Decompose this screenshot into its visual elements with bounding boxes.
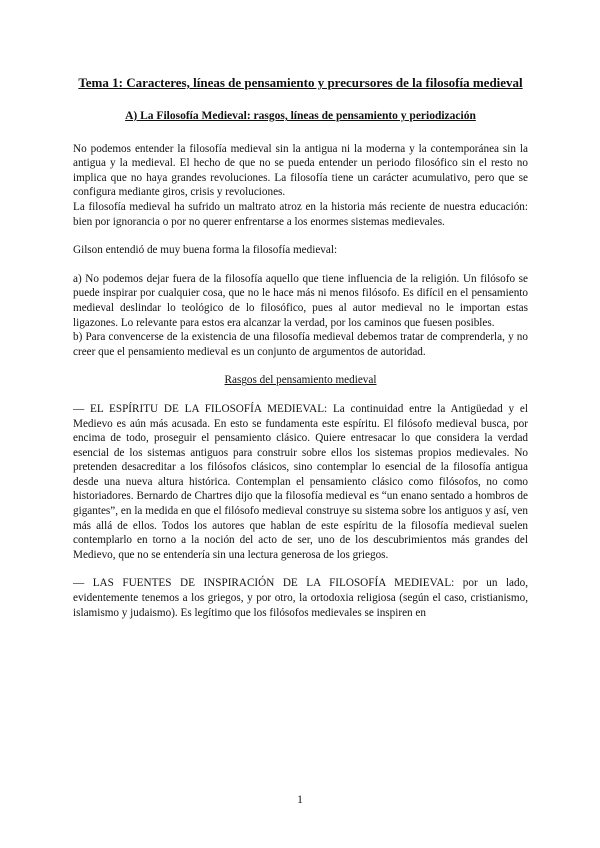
document-title: Tema 1: Caracteres, líneas de pensamiento y precursores de la filosofía medieval [78,75,523,90]
paragraph: b) Para convencerse de la existencia de una filosofía medieval debemos tratar de comprenderla, y no creer que el pensamiento medieval es un conjunto de argumentos de autoridad. [73,331,528,358]
page-content [73,74,528,620]
section-heading: A) La Filosofía Medieval: rasgos, líneas de pensamiento y periodización [125,110,476,122]
paragraph: La filosofía medieval ha sufrido un maltrato atroz en la historia más reciente de nuestra educación: bien por ignorancia o por no querer enfrentarse a los enormes sistemas medievales. [73,200,528,228]
subheading: Rasgos del pensamiento medieval [224,374,377,387]
paragraph: a) No podemos dejar fuera de la filosofía aquello que tiene influencia de la religión. Un filósofo se puede inspirar por cualquier cosa, que no le hace más ni menos filósofo. Es difícil en el pensamiento medieval deslindar lo teológico de lo filosófico, pues al autor medieval no le importan estas ligazones. Lo relevante para estos era alcanzar la verdad, por los caminos que fuesen posibles. [73,272,528,329]
paragraph: Gilson entendió de muy buena forma la filosofía medieval: [73,244,338,257]
paragraph: No podemos entender la filosofía medieval sin la antigua ni la moderna y la contemporánea sin la antigua y la medieval. El hecho de que no se pueda entender un periodo filosófico sin el resto no implica que no haya grandes revoluciones. La filosofía tiene un carácter acumulativo, pero que se configura mediante giros, crisis y revoluciones. [73,142,528,199]
paragraph: — LAS FUENTES DE INSPIRACIÓN DE LA FILOSOFÍA MEDIEVAL: por un lado, evidentemente tenemos a los griegos, y por otro, la ortodoxia religiosa (según el caso, cristianismo, islamismo y judaismo). Es legítimo que los filósofos medievales se inspiren en [73,577,528,619]
page-number: 1 [297,794,303,806]
paragraph: — EL ESPÍRITU DE LA FILOSOFÍA MEDIEVAL: La continuidad entre la Antigüedad y el Medievo es aún más acusada. En esto se fundamenta este espíritu. El filósofo medieval busca, por encima de todo, proseguir el pensamiento clásico. Quiere entresacar lo que considera la verdad esencial de los sistemas antiguos para construir sobre ellos los sistemas propios medievales. No pretenden desacreditar a los filósofos clásicos, sino contemplar lo esencial de la filosofía antigua desde una nueva altura histórica. Contemplan el pensamiento clásico como filósofos, no como historiadores. Bernardo de Chartres dijo que la filosofía medieval es “un enano sentado a hombros de gigantes”, en la medida en que el filósofo medieval construye su sistema sobre los antiguos y así, ven más allá de ellos. Todos los autores que hablan de este espíritu de la filosofía medieval suelen contemplarlo en torno a la noción del acto de ser, uno de los descubrimientos más grandes del Medievo, que no se entendería sin una lectura generosa de los griegos. [73,402,528,561]
